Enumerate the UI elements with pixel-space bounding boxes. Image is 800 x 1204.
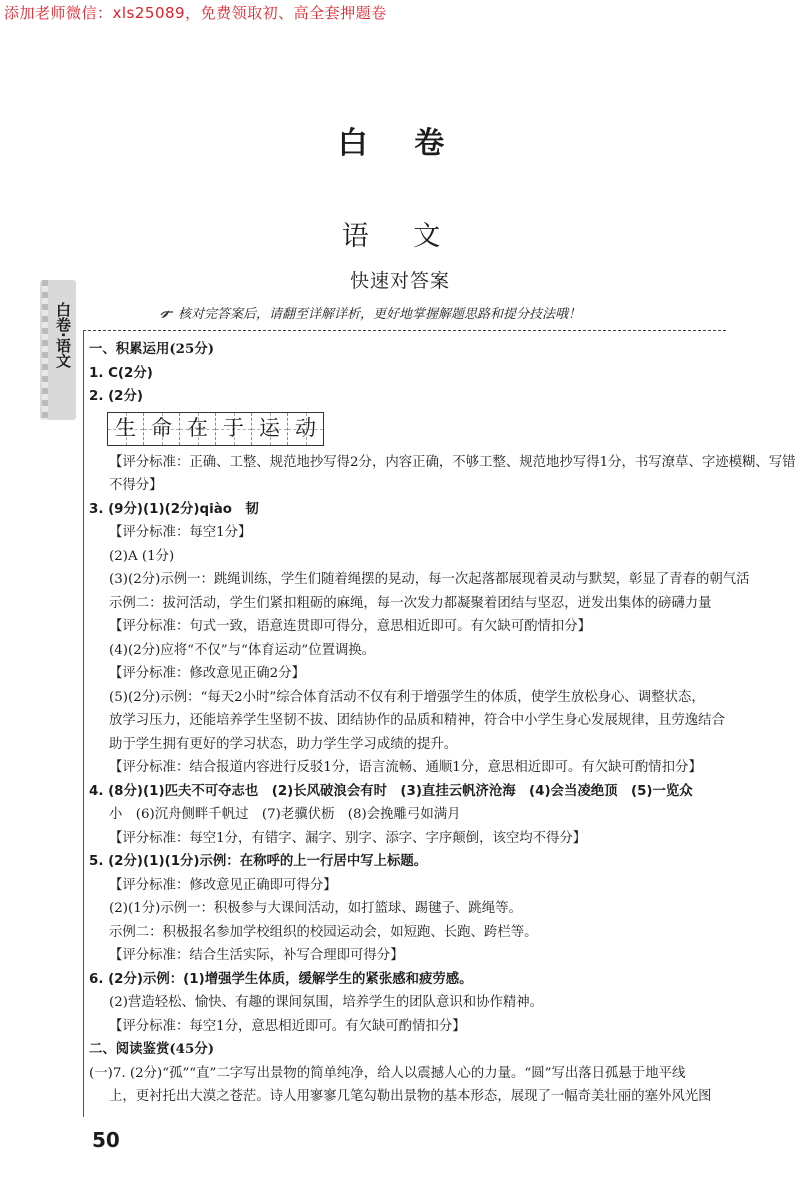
scoring-line: 【评分标准：每空1分，意思相近即可。有欠缺可酌情扣分】 [109,1018,466,1034]
answer-line: 上，更衬托出大漠之苍茫。诗人用寥寥几笔勾勒出景物的基本形态，展现了一幅奇美壮丽的塞外风光图 [109,1089,712,1104]
page-number: 50 [92,1128,120,1152]
answer-line: 助于学生拥有更好的学习状态，助力学生学习成绩的提升。 [109,736,458,752]
tip-line [160,303,581,322]
answer-line: 3. (9分)(1)(2分)qiào 韧 [89,501,259,517]
answer-line: 1. C(2分) [89,365,153,381]
side-tab [40,280,76,420]
answer-line: (5)(2分)示例：“每天2小时”综合体育活动不仅有利于增强学生的体质，使学生放松身心、调整状态， [109,689,705,705]
answer-line: (4)(2分)应将“不仅”与“体育运动”位置调换。 [109,642,376,658]
answer-line: 6. (2分)示例：(1)增强学生体质，缓解学生的紧张感和疲劳感。 [89,971,473,987]
scoring-line: 【评分标准：每空1分，有错字、漏字、别字、添字、字序颠倒，该空均不得分】 [109,830,587,846]
answer-line: 放学习压力，还能培养学生坚韧不拔、团结协作的品质和精神，符合中小学生身心发展规律，且劳逸结合 [109,713,725,728]
tip-text: 核对完答案后，请翻至详解详析，更好地掌握解题思路和提分技法哦！ [178,307,582,322]
answer-line: (2)(1分)示例一：积极参与大课间活动，如打篮球、踢毽子、跳绳等。 [109,901,522,916]
grid-cell: 生 [108,413,144,445]
scoring-line: 【评分标准：修改意见正确2分】 [109,666,305,681]
answer-content [89,338,796,1109]
copybook-grid-wrap [107,412,731,446]
answer-line: 2. (2分) [89,389,144,404]
answer-line: (2)A (1分) [109,548,175,564]
answer-line: 5. (2分)(1)(1分)示例：在称呼的上一行居中写上标题。 [89,854,428,869]
side-tab-stripe [42,280,48,420]
grid-cell: 运 [252,413,288,445]
answer-line: 示例二：积极报名参加学校组织的校园运动会，如短跑、长跑、跨栏等。 [109,924,538,940]
grid-cell: 动 [288,413,323,445]
answer-line: (一)7. (2分)“孤”“直”二字写出景物的简单纯净，给人以震撼人心的力量。“圆”写出落日孤悬于地平线 [89,1065,686,1081]
subject-title: 语 文 [341,221,459,252]
answer-line: 4. (8分)(1)匹夫不可夺志也 (2)长风破浪会有时 (3)直挂云帆济沧海 (4)会当凌绝顶 (5)一览众 [89,783,693,799]
answer-line: 小 (6)沉舟侧畔千帆过 (7)老骥伏枥 (8)会挽雕弓如满月 [109,807,461,822]
answers-title: 快速对答案 [349,270,450,292]
scoring-line: 【评分标准：结合生活实际，补写合理即可得分】 [109,948,404,963]
scoring-line: 【评分标准：结合报道内容进行反驳1分，语言流畅、通顺1分，意思相近即可。有欠缺可酌情扣分】 [109,760,702,775]
page-title: 白 卷 [337,126,463,161]
scoring-line: 不得分】 [109,478,163,493]
side-tab-label: 白卷·语文 [54,302,72,368]
answer-line: 示例二：拔河活动，学生们紧扣粗砺的麻绳，每一次发力都凝聚着团结与坚忍，迸发出集体的磅礴力量 [109,595,712,611]
grid-cell: 在 [180,413,216,445]
grid-cell: 于 [216,413,252,445]
section-heading: 二、阅读鉴赏(45分) [89,1041,215,1057]
grid-cell: 命 [144,413,180,445]
answer-line: (2)营造轻松、愉快、有趣的课间氛围，培养学生的团队意识和协作精神。 [109,995,544,1010]
watermark-text: 添加老师微信：xls25089，免费领取初、高全套押题卷 [4,4,387,22]
scoring-line: 【评分标准：修改意见正确即可得分】 [109,877,337,893]
scoring-line: 【评分标准：每空1分】 [109,525,252,540]
scoring-line: 【评分标准：句式一致，语意连贯即可得分，意思相近即可。有欠缺可酌情扣分】 [109,619,592,634]
section-heading: 一、积累运用(25分) [89,341,215,357]
scoring-line: 【评分标准：正确、工整、规范地抄写得2分，内容正确，不够工整、规范地抄写得1分，书写潦草、字迹模糊、写错 [109,454,796,470]
copybook-grid [107,412,324,446]
pointing-hand-icon [160,309,174,319]
answer-line: (3)(2分)示例一：跳绳训练，学生们随着绳摆的晃动，每一次起落都展现着灵动与默契，彰显了青春的朝气活 [109,572,750,587]
